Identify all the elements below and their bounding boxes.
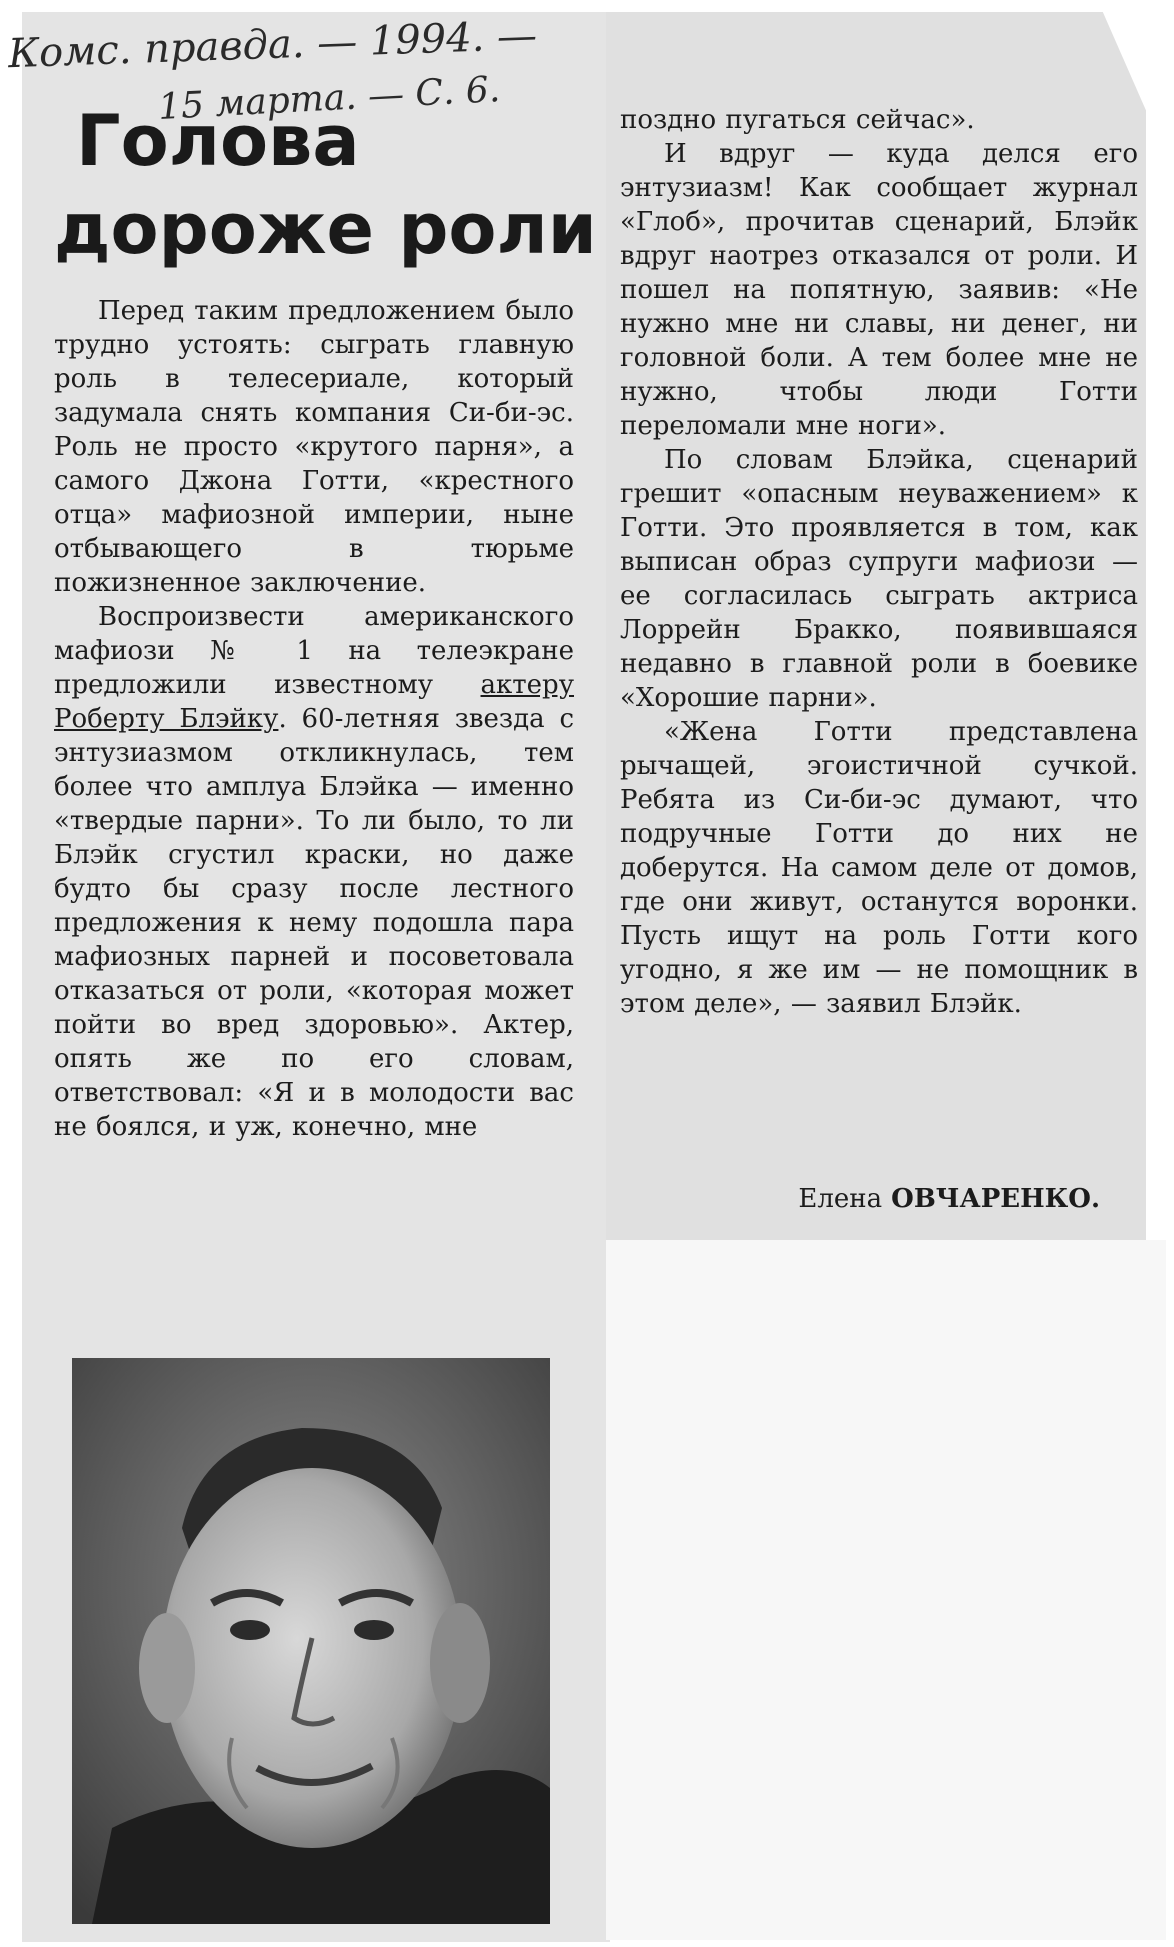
- byline-last-name: ОВЧАРЕНКО.: [891, 1184, 1100, 1214]
- portrait-photo-image: [72, 1358, 550, 1924]
- blank-area: [606, 1240, 1166, 1940]
- underlined-name: актеру Роберту Блэйку: [54, 670, 574, 734]
- paragraph: [54, 600, 574, 1144]
- byline: [620, 1184, 1100, 1214]
- paragraph: По словам Блэйка, сценарий грешит «опасным неуважением» к Готти. Это проявляется в том, как выписан образ супруги мафиози — ее согласилась сыграть актриса Лоррейн Бракко, появившаяся недавно в главной роли в боевике «Хорошие парни».: [620, 445, 1138, 713]
- paragraph: «Жена Готти представлена рычащей, эгоистичной сучкой. Ребята из Си-би-эс думают, что подручные Готти до них не доберутся. На самом деле от домов, где они живут, останутся воронки. Пусть ищут на роль Готти кого угодно, я же им — не помощник в этом деле», — заявил Блэйк.: [620, 717, 1138, 1019]
- byline-first-name: Елена: [798, 1184, 883, 1214]
- paragraph: Перед таким предложением было трудно устоять: сыграть главную роль в телесериале, который задумала снять компания Си-би-эс. Роль не просто «крутого парня», а самого Джона Готти, «крестного отца» мафиозной империи, ныне отбывающего в тюрьме пожизненное заключение.: [54, 296, 574, 598]
- paragraph: поздно пугаться сейчас».: [620, 105, 975, 135]
- paragraph: И вдруг — куда делся его энтузиазм! Как сообщает журнал «Глоб», прочитав сценарий, Блэйк вдруг наотрез отказался от роли. И пошел на попятную, заявив: «Не нужно мне ни славы, ни денег, ни головной боли. А тем более мне не нужно, чтобы люди Готти переломали мне ноги».: [620, 139, 1138, 441]
- handwritten-source-line2: 15 марта. — С. 6.: [157, 69, 502, 128]
- paragraph-text: . 60-летняя звезда с энтузиазмом откликнулась, тем более что амплуа Блэйка — именно «твердые парни». То ли было, то ли Блэйк сгустил краски, но даже будто бы сразу после лестного предложения к нему подошла пара мафиозных парней и посоветовала отказаться от роли, «которая может пойти во вред здоровью». Актер, опять же по его словам, ответствовал: «Я и в молодости вас не боялся, и уж, конечно, мне: [54, 704, 575, 1142]
- headline-line1: Голова: [76, 100, 360, 182]
- handwritten-source-line1: Комс. правда. — 1994. —: [7, 12, 538, 78]
- paragraph-text: Воспроизвести американского мафиози № 1 на телеэкране предложили известному: [54, 602, 574, 700]
- headline-line2: дороже роли: [54, 188, 597, 270]
- article-column-right: [620, 103, 1138, 1021]
- article-column-left: [54, 294, 574, 1144]
- portrait-photo: [72, 1358, 550, 1924]
